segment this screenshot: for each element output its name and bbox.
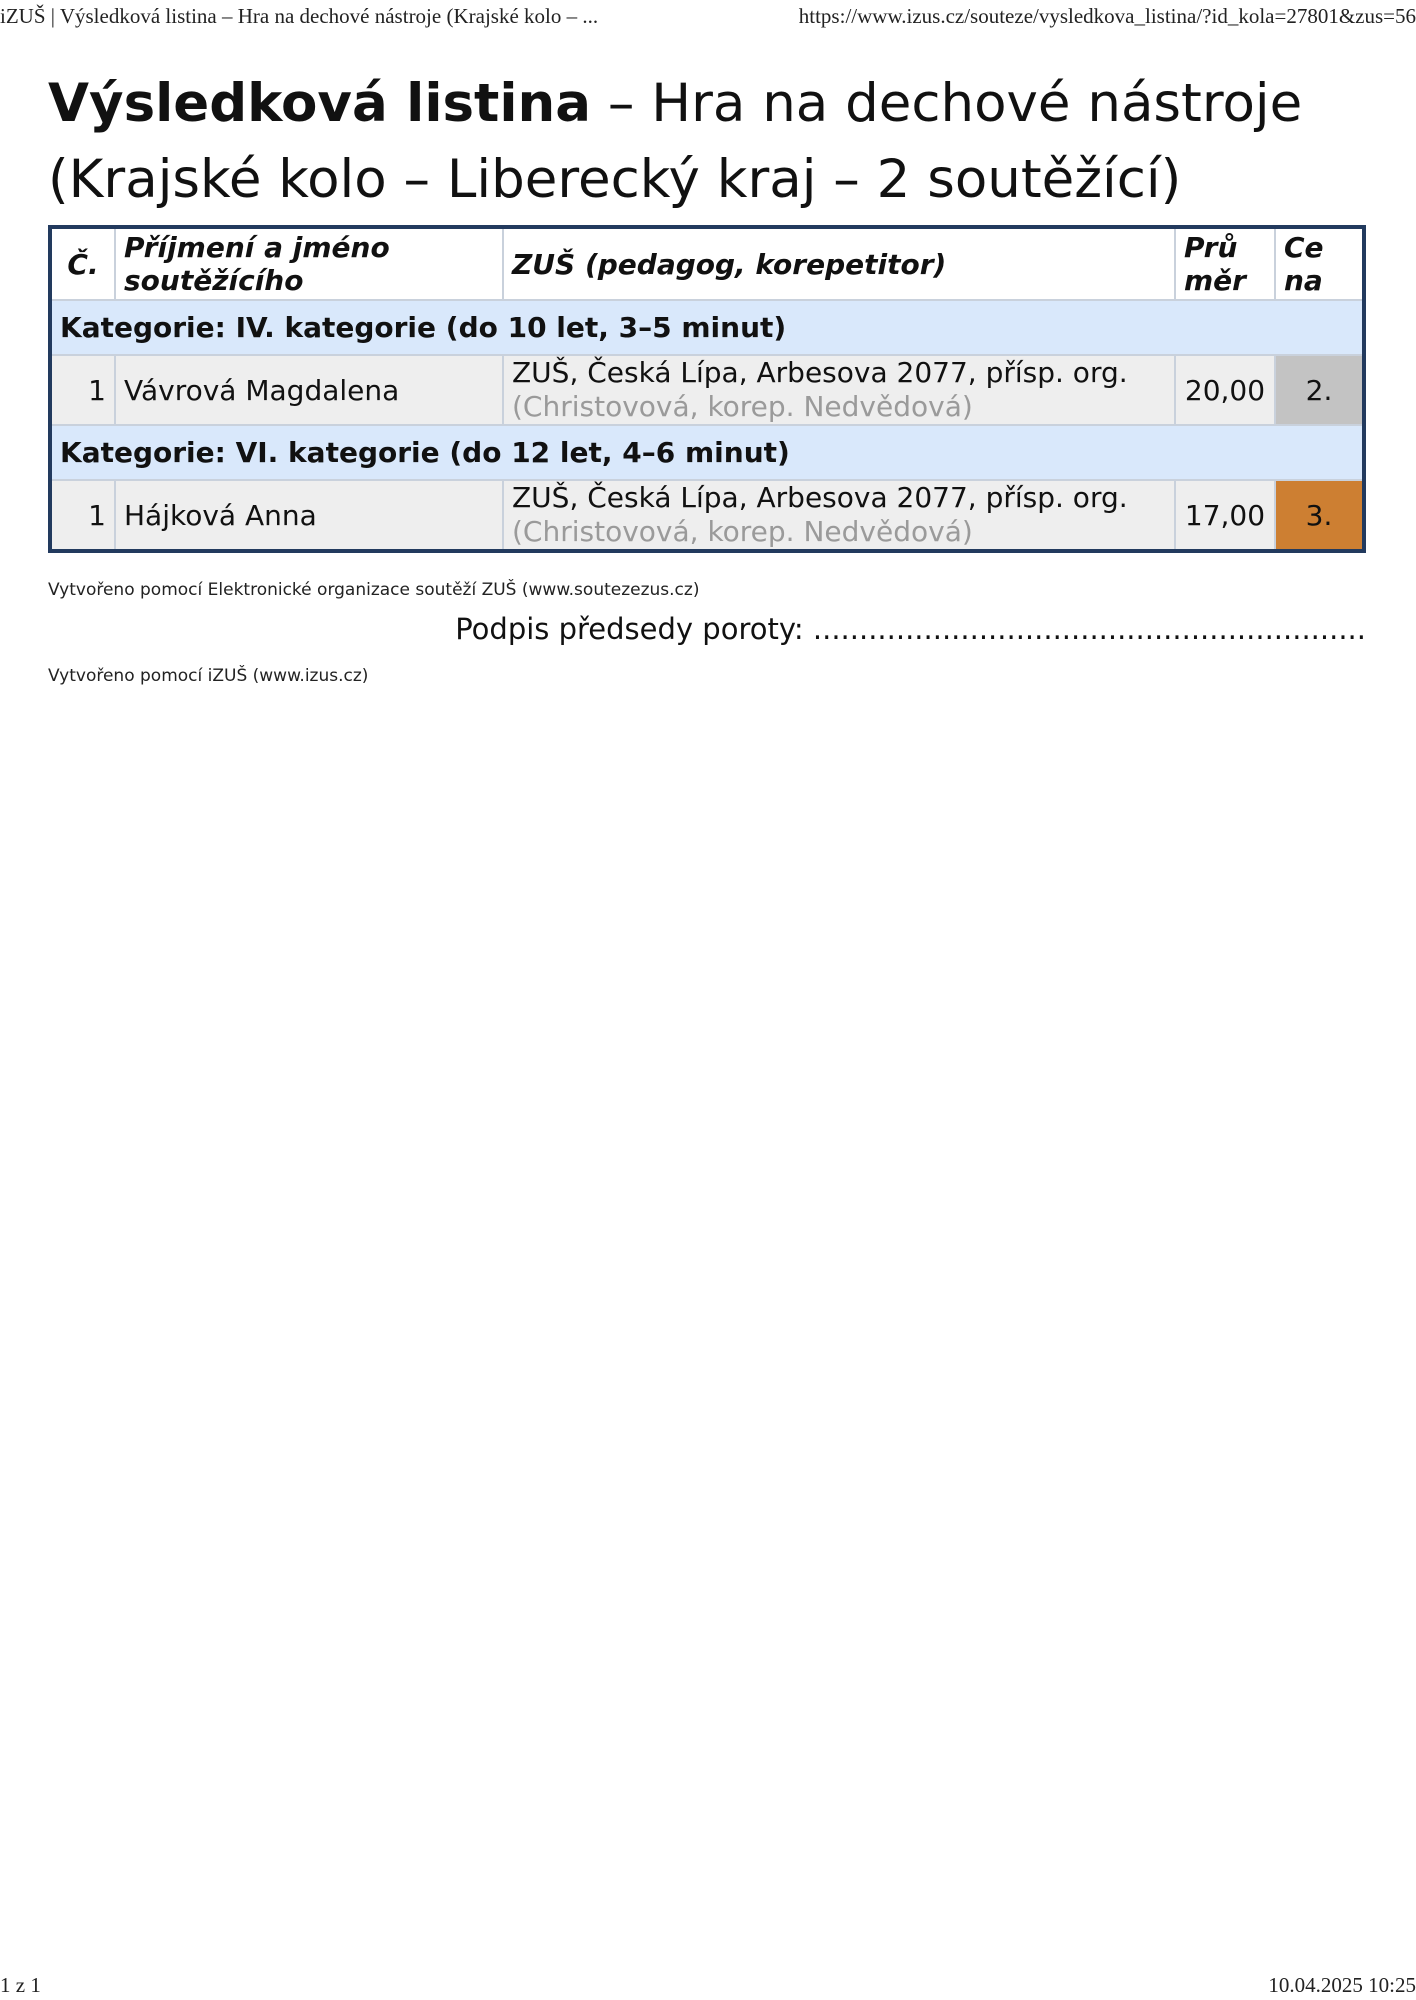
- entry-number: 1: [50, 355, 115, 425]
- page-title-subtitle: – Hra na dechové nástroje (Krajské kolo – Liberecký kraj – 2 soutěžící): [48, 73, 1303, 210]
- entry-prize: 2.: [1275, 355, 1364, 425]
- category-row: [50, 300, 1364, 355]
- page-title: [48, 66, 1388, 218]
- entry-prize: 3.: [1275, 480, 1364, 551]
- entry-school-cell: [503, 480, 1175, 551]
- print-footer-datetime: 10.04.2025 10:25: [1268, 1973, 1416, 1997]
- entry-name: Vávrová Magdalena: [115, 355, 503, 425]
- entry-average: 20,00: [1175, 355, 1275, 425]
- print-footer-page-number: 1 z 1: [0, 1973, 41, 1997]
- entry-school: ZUŠ, Česká Lípa, Arbesova 2077, přísp. org.: [512, 481, 1128, 514]
- header-prize: Ce na: [1275, 227, 1364, 300]
- results-table-header: [50, 227, 1364, 300]
- entry-number: 1: [50, 480, 115, 551]
- entry-school-cell: [503, 355, 1175, 425]
- jury-chair-signature-line: Podpis předsedy poroty: ............................................................: [455, 612, 1366, 646]
- created-with-eos-note: Vytvořeno pomocí Elektronické organizace soutěží ZUŠ (www.soutezezus.cz): [48, 580, 700, 600]
- category-title: Kategorie: IV. kategorie (do 10 let, 3–5 minut): [50, 300, 1364, 355]
- results-table: [48, 225, 1366, 553]
- print-header-url: https://www.izus.cz/souteze/vysledkova_listina/?id_kola=27801&zus=56: [798, 4, 1416, 28]
- category-row: [50, 425, 1364, 480]
- entry-average: 17,00: [1175, 480, 1275, 551]
- entry-teachers: (Christovová, korep. Nedvědová): [512, 515, 973, 548]
- entry-teachers: (Christovová, korep. Nedvědová): [512, 390, 973, 423]
- table-row: [50, 480, 1364, 551]
- header-average: Prů měr: [1175, 227, 1275, 300]
- created-with-izus-note: Vytvořeno pomocí iZUŠ (www.izus.cz): [48, 666, 369, 686]
- header-school: ZUŠ (pedagog, korepetitor): [503, 227, 1175, 300]
- entry-school: ZUŠ, Česká Lípa, Arbesova 2077, přísp. org.: [512, 356, 1128, 389]
- header-number: Č.: [50, 227, 115, 300]
- header-name: Příjmení a jméno soutěžícího: [115, 227, 503, 300]
- table-row: [50, 355, 1364, 425]
- entry-name: Hájková Anna: [115, 480, 503, 551]
- print-header-title: iZUŠ | Výsledková listina – Hra na dechové nástroje (Krajské kolo – ...: [0, 4, 599, 28]
- page-title-main: Výsledková listina: [48, 73, 592, 134]
- category-title: Kategorie: VI. kategorie (do 12 let, 4–6 minut): [50, 425, 1364, 480]
- print-header: [0, 4, 1416, 34]
